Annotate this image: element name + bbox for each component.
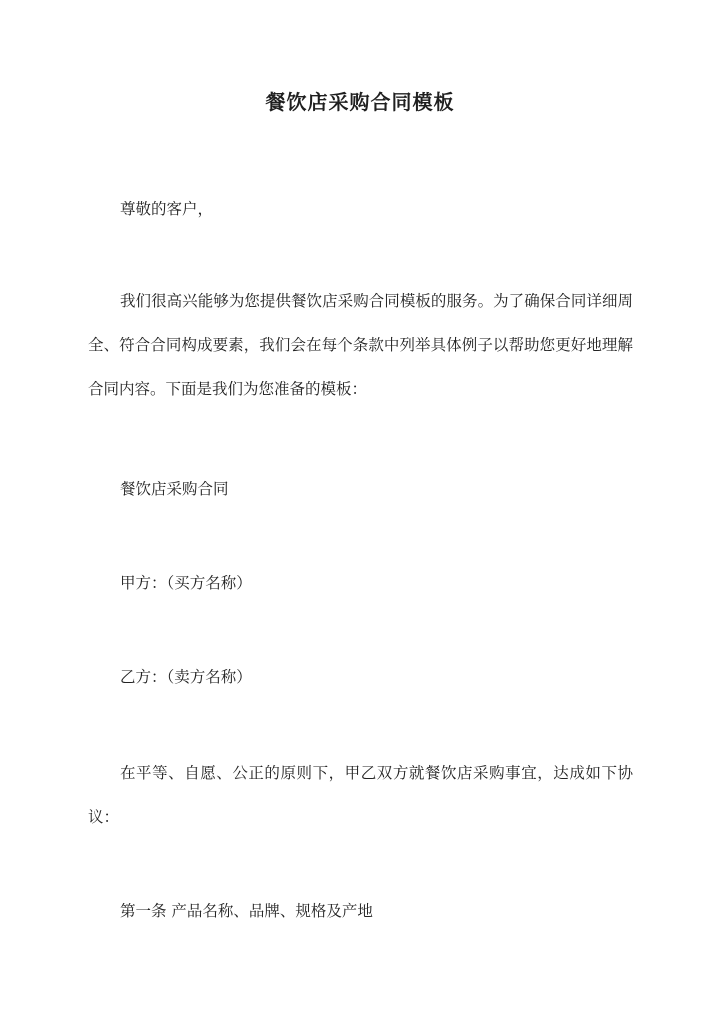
intro-paragraph: 我们很高兴能够为您提供餐饮店采购合同模板的服务。为了确保合同详细周全、符合合同构成要素，我们会在每个条款中列举具体例子以帮助您更好地理解合同内容。下面是我们为您准备的模板： [88, 292, 633, 398]
contract-title-paragraph: 餐饮店采购合同 [120, 480, 229, 498]
greeting-paragraph: 尊敬的客户， [120, 200, 214, 218]
party-a-paragraph: 甲方：（买方名称） [120, 574, 252, 592]
document-title: 餐饮店采购合同模板 [265, 90, 455, 114]
article-1-heading: 第一条 产品名称、品牌、规格及产地 [120, 902, 373, 920]
party-b-paragraph: 乙方：（卖方名称） [120, 668, 252, 686]
preamble-paragraph: 在平等、自愿、公正的原则下，甲乙双方就餐饮店采购事宜，达成如下协议： [88, 764, 633, 826]
